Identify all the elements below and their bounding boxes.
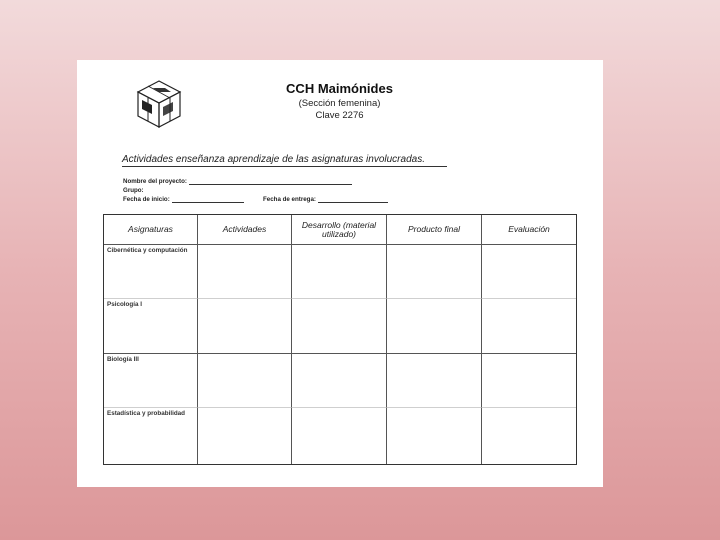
table-cell[interactable] bbox=[482, 408, 576, 464]
subject-cell bbox=[104, 299, 198, 354]
school-section: (Sección femenina) bbox=[298, 98, 381, 109]
table-cell[interactable] bbox=[387, 299, 482, 354]
header-desarrollo: Desarrollo (material utilizado) bbox=[292, 215, 387, 245]
subject-label: Cibernética y computación bbox=[107, 247, 188, 254]
table-cell[interactable] bbox=[482, 299, 576, 354]
subject-label: Psicología I bbox=[107, 301, 142, 308]
table-cell[interactable] bbox=[292, 299, 387, 354]
form-sheet bbox=[77, 60, 603, 487]
delivery-date-line bbox=[318, 196, 388, 203]
start-date-label: Fecha de inicio: bbox=[123, 196, 170, 203]
group-field[interactable] bbox=[123, 187, 144, 194]
subject-label: Biología III bbox=[107, 356, 139, 363]
start-date-field[interactable] bbox=[123, 196, 244, 203]
project-name-label: Nombre del proyecto: bbox=[123, 178, 187, 185]
project-name-line bbox=[189, 178, 352, 185]
activities-table bbox=[103, 214, 577, 465]
table-cell[interactable] bbox=[387, 354, 482, 408]
subject-cell bbox=[104, 245, 198, 299]
header-producto-final: Producto final bbox=[387, 215, 482, 245]
school-name: CCH Maimónides bbox=[286, 81, 393, 96]
table-cell[interactable] bbox=[292, 354, 387, 408]
delivery-date-field[interactable] bbox=[263, 196, 388, 203]
table-cell[interactable] bbox=[292, 245, 387, 299]
table-cell[interactable] bbox=[482, 245, 576, 299]
cube-logo-icon bbox=[133, 78, 185, 130]
header-actividades: Actividades bbox=[198, 215, 292, 245]
table-cell[interactable] bbox=[198, 299, 292, 354]
school-code: Clave 2276 bbox=[315, 110, 364, 121]
table-cell[interactable] bbox=[387, 408, 482, 464]
form-heading: Actividades enseñanza aprendizaje de las asignaturas involucradas. bbox=[122, 154, 447, 167]
subject-cell bbox=[104, 354, 198, 408]
group-label: Grupo: bbox=[123, 187, 144, 194]
subject-cell bbox=[104, 408, 198, 464]
header-evaluacion: Evaluación bbox=[482, 215, 576, 245]
table-cell[interactable] bbox=[198, 408, 292, 464]
table-cell[interactable] bbox=[198, 354, 292, 408]
delivery-date-label: Fecha de entrega: bbox=[263, 196, 316, 203]
project-name-field[interactable] bbox=[123, 178, 352, 185]
table-cell[interactable] bbox=[198, 245, 292, 299]
start-date-line bbox=[172, 196, 244, 203]
table-cell[interactable] bbox=[387, 245, 482, 299]
table-cell[interactable] bbox=[292, 408, 387, 464]
header-asignaturas: Asignaturas bbox=[104, 215, 198, 245]
subject-label: Estadística y probabilidad bbox=[107, 410, 186, 417]
table-cell[interactable] bbox=[482, 354, 576, 408]
